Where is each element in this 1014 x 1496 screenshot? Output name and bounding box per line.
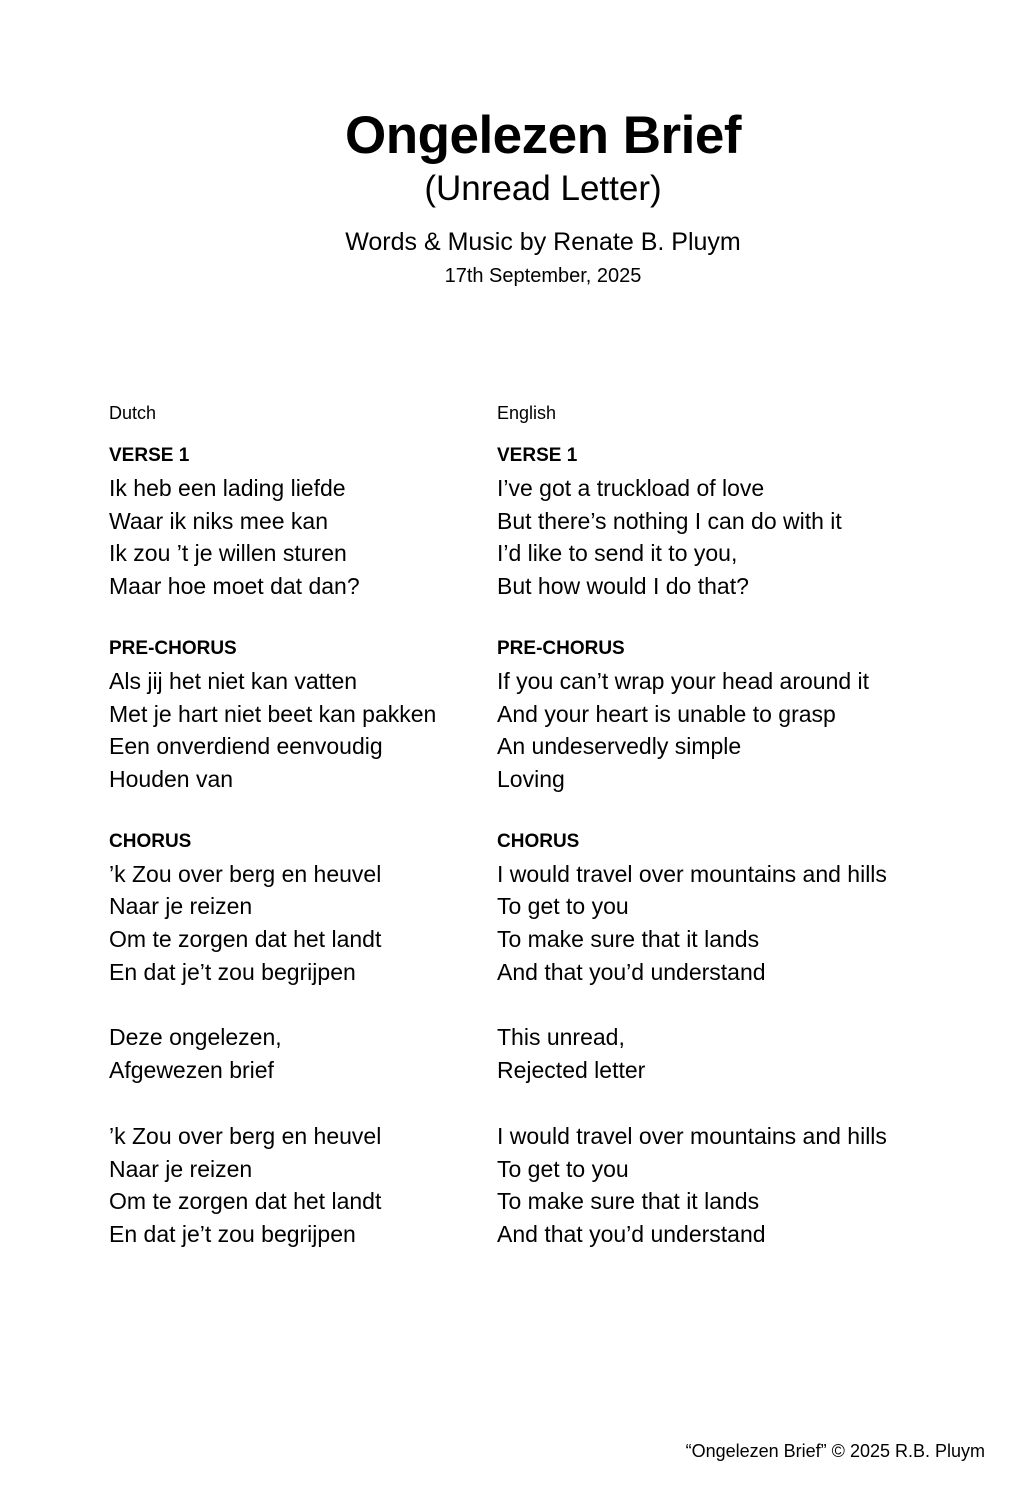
dutch-language-label: Dutch bbox=[109, 403, 157, 423]
copyright-footer: “Ongelezen Brief” © 2025 R.B. Pluym bbox=[685, 1441, 985, 1461]
lyric-line: Rejected letter bbox=[497, 1057, 646, 1084]
section-label: CHORUS bbox=[497, 830, 580, 852]
lyric-line: And that you’d understand bbox=[497, 958, 766, 985]
dutch-section bbox=[109, 636, 489, 796]
lyric-line: Deze ongelezen, bbox=[109, 1024, 282, 1051]
lyric-line: If you can’t wrap your head around it bbox=[497, 667, 870, 694]
lyric-line: I would travel over mountains and hills bbox=[497, 1122, 887, 1149]
lyric-line: And your heart is unable to grasp bbox=[497, 700, 836, 727]
english-section bbox=[497, 1021, 957, 1086]
lyric-line: ’k Zou over berg en heuvel bbox=[109, 1122, 382, 1149]
dutch-section bbox=[109, 443, 489, 603]
lyric-line: Waar ik niks mee kan bbox=[109, 507, 328, 534]
dutch-section bbox=[109, 1120, 489, 1251]
dutch-section bbox=[109, 1021, 489, 1086]
lyric-line: I’d like to send it to you, bbox=[497, 540, 738, 567]
lyric-line: Met je hart niet beet kan pakken bbox=[109, 700, 437, 727]
lyric-line: Als jij het niet kan vatten bbox=[109, 667, 358, 694]
lyric-line: En dat je’t zou begrijpen bbox=[109, 1220, 356, 1247]
english-section bbox=[497, 1120, 957, 1251]
song-credit: Words & Music by Renate B. Pluym bbox=[345, 228, 741, 256]
lyric-line: But how would I do that? bbox=[497, 573, 749, 600]
song-date: 17th September, 2025 bbox=[444, 265, 642, 287]
lyric-line: Naar je reizen bbox=[109, 1155, 253, 1182]
lyric-line: Ik heb een lading liefde bbox=[109, 475, 346, 501]
lyric-line: En dat je’t zou begrijpen bbox=[109, 958, 356, 985]
lyric-line: I would travel over mountains and hills bbox=[497, 860, 887, 887]
english-section bbox=[497, 443, 957, 603]
section-label: VERSE 1 bbox=[109, 445, 190, 466]
dutch-lyrics-column bbox=[109, 400, 489, 1284]
song-title: Ongelezen Brief bbox=[345, 106, 741, 165]
lyric-line: ’k Zou over berg en heuvel bbox=[109, 860, 382, 887]
section-label: VERSE 1 bbox=[497, 445, 578, 466]
lyric-line: Maar hoe moet dat dan? bbox=[109, 573, 360, 600]
lyric-line: Loving bbox=[497, 765, 565, 792]
lyric-line: Afgewezen brief bbox=[109, 1057, 274, 1084]
section-label: PRE-CHORUS bbox=[497, 637, 625, 659]
english-language-label: English bbox=[497, 403, 557, 423]
lyric-line: To make sure that it lands bbox=[497, 926, 760, 953]
lyric-line: Een onverdiend eenvoudig bbox=[109, 733, 383, 760]
english-sections bbox=[497, 443, 957, 1251]
section-label: PRE-CHORUS bbox=[109, 637, 237, 659]
lyric-line: But there’s nothing I can do with it bbox=[497, 507, 842, 534]
english-section bbox=[497, 636, 957, 796]
lyric-line: To make sure that it lands bbox=[497, 1188, 760, 1215]
lyric-line: To get to you bbox=[497, 893, 629, 920]
english-lyrics-column bbox=[497, 400, 957, 1284]
lyric-line: This unread, bbox=[497, 1024, 625, 1051]
song-subtitle: (Unread Letter) bbox=[424, 169, 662, 208]
lyric-line: Ik zou ’t je willen sturen bbox=[109, 540, 347, 567]
lyric-line: An undeservedly simple bbox=[497, 733, 742, 760]
lyric-line: Naar je reizen bbox=[109, 893, 253, 920]
lyric-line: And that you’d understand bbox=[497, 1220, 766, 1247]
lyric-line: Houden van bbox=[109, 765, 234, 792]
dutch-section bbox=[109, 829, 489, 989]
lyric-line: To get to you bbox=[497, 1155, 629, 1182]
section-label: CHORUS bbox=[109, 830, 192, 852]
dutch-sections bbox=[109, 443, 489, 1251]
english-section bbox=[497, 829, 957, 989]
lyric-line: I’ve got a truckload of love bbox=[497, 475, 765, 501]
lyric-line: Om te zorgen dat het landt bbox=[109, 1188, 382, 1215]
lyric-line: Om te zorgen dat het landt bbox=[109, 926, 382, 953]
